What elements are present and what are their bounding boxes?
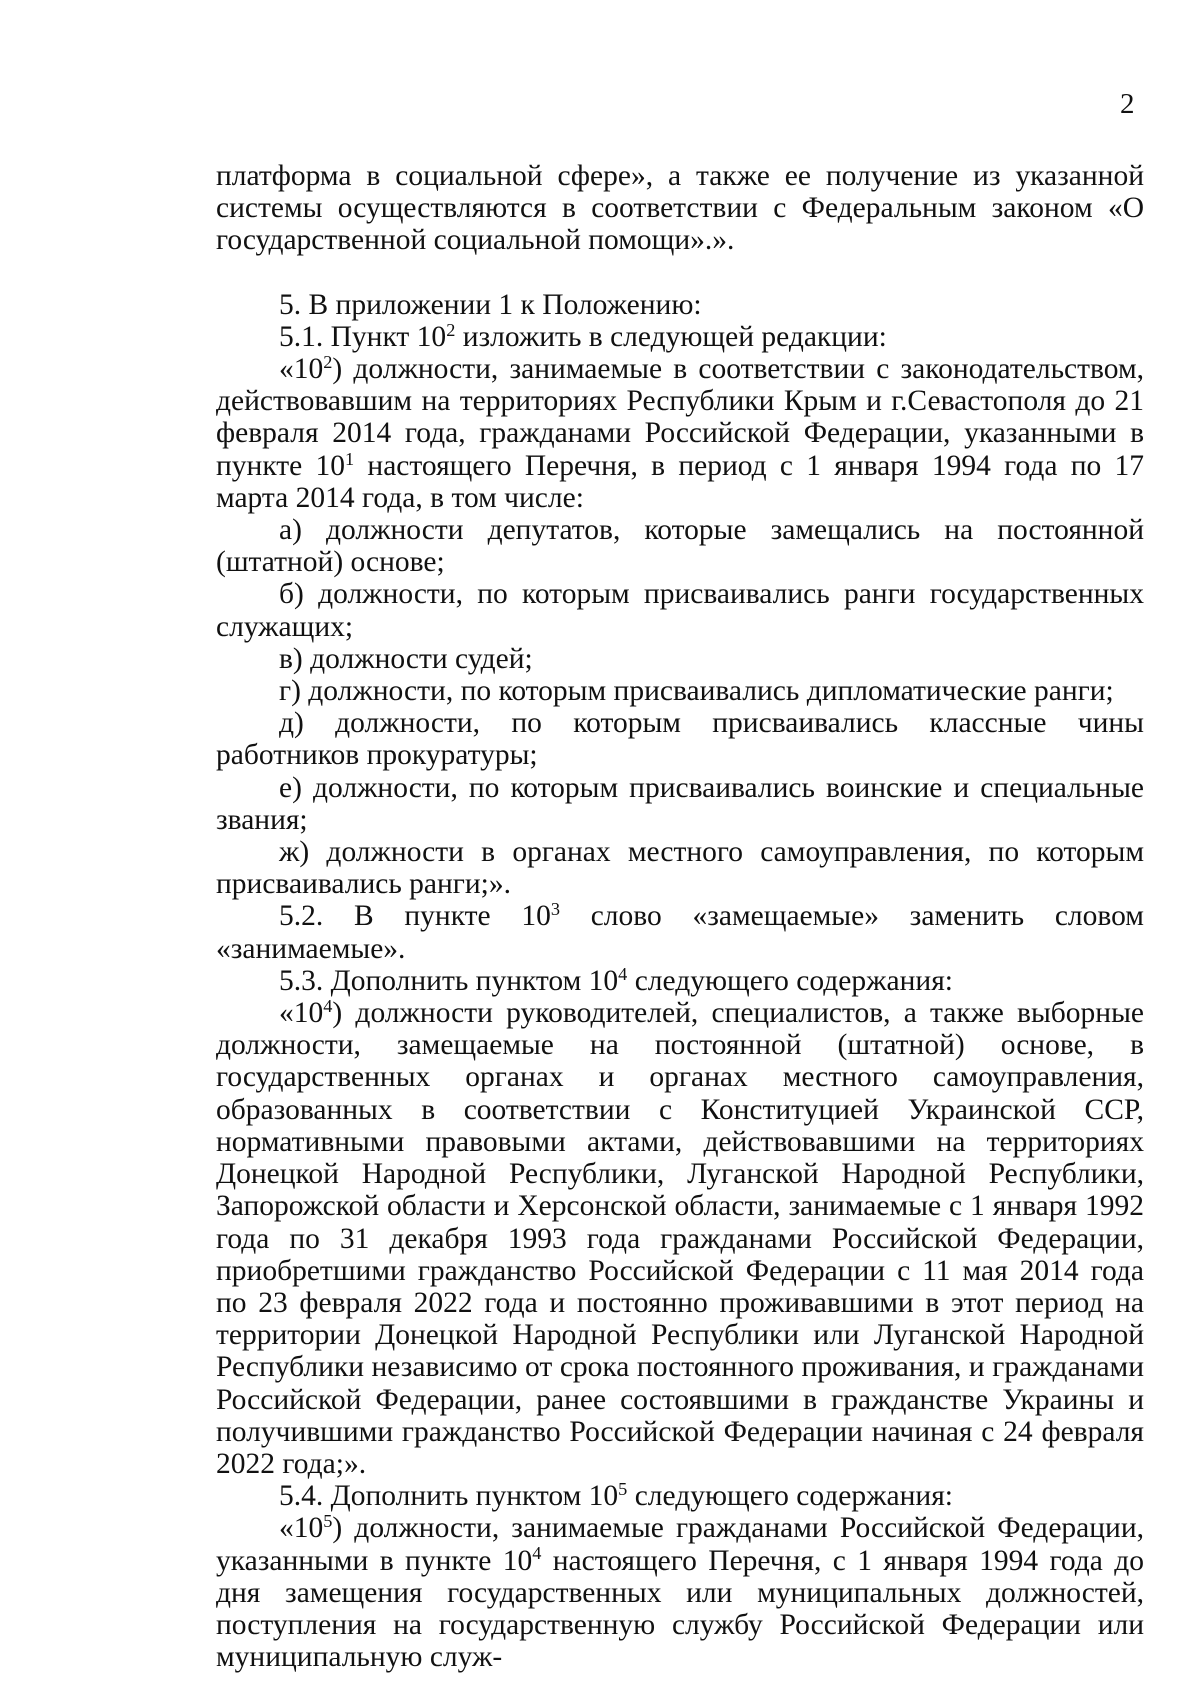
paragraph-p-5-1 [216,321,1144,353]
paragraph-p-v [216,643,1144,675]
text-run: настоящего Перечня, с 1 января 1994 года до дня замещения государственных или муниципальных должностей, поступления на государственную службу Российской Федерации или муниципальную служ- [216,1544,1145,1674]
paragraph-p-g [216,675,1144,707]
paragraph-p-zh [216,836,1144,900]
paragraph-p-e [216,772,1144,836]
text-run: ) должности руководителей, специалистов, а также выборные должности, замещаемые на постоянной (штатной) основе, в государственных органах и органах местного самоуправления, образованных в соответствии с Конституцией Украинской ССР, нормативными правовыми актами, действовавшими на территориях Донецкой Народной Республики, Луганской Народной Республики, Запорожской области и Херсонской области, занимаемые с 1 января 1992 года по 31 декабря 1993 года гражданами Российской Федерации, приобретшими гражданство Российской Федерации с 11 мая 2014 года по 23 февраля 2022 года и постоянно проживавшими в этот период на территории Донецкой Народной Республики или Луганской Народной Республики независимо от срока постоянного проживания, и гражданами Российской Федерации, ранее состоявшими в гражданстве Украины и получившими гражданство Российской Федерации начиная с 24 февраля 2022 года;». [216,997,1144,1480]
text-run: 5.3. Дополнить пунктом 10 [279,964,619,997]
text-run: «10 [279,353,324,386]
superscript: 5 [323,1511,333,1532]
superscript: 5 [618,1479,628,1500]
superscript: 4 [532,1543,542,1564]
text-run: «10 [279,1512,324,1545]
paragraph-p-10-4 [216,997,1144,1480]
text-run: 5.2. В пункте 10 [279,900,551,933]
paragraph-p-10-2 [216,353,1144,514]
text-run: слово «замещаемые» заменить словом «занимаемые». [216,900,1144,965]
paragraph-p-5 [216,289,1144,321]
paragraph-p-d [216,707,1144,771]
text-run: платформа в социальной сфере», а также ее получение из указанной системы осуществляются в соответствии с Федеральным законом «О государственной социальной помощи».». [216,160,1144,257]
superscript: 1 [345,448,355,469]
text-run: д) должности, по которым присваивались классные чины работников прокуратуры; [216,707,1144,772]
text-run: «10 [279,997,324,1030]
text-run: настоящего Перечня, в период с 1 января 1994 года по 17 марта 2014 года, в том числе: [216,449,1144,514]
text-run: ж) должности в органах местного самоуправления, по которым присваивались ранги;». [216,836,1144,901]
superscript: 2 [446,319,456,340]
paragraph-p-a [216,514,1144,578]
paragraph-p-5-4 [216,1480,1144,1512]
document-body [216,160,1144,1673]
paragraph-p-5-2 [216,900,1144,964]
page-number: 2 [1120,88,1135,120]
text-run: ) должности, занимаемые гражданами Российской Федерации, указанными в пункте 10 [216,1512,1144,1577]
paragraph-p-5-3 [216,965,1144,997]
superscript: 3 [550,899,560,920]
paragraph-p-intro [216,160,1144,257]
paragraph-p-10-5 [216,1512,1144,1673]
superscript: 2 [323,351,333,372]
text-run: 5.1. Пункт 10 [279,320,447,353]
text-run: е) должности, по которым присваивались воинские и специальные звания; [216,771,1144,836]
superscript: 4 [618,963,628,984]
text-run: а) должности депутатов, которые замещались на постоянной (штатной) основе; [216,514,1144,579]
text-run: ) должности, занимаемые в соответствии с законодательством, действовавшим на территориях Республики Крым и г.Севастополя до 21 февраля 2014 года, гражданами Российской Федерации, указанными в пункте 10 [216,353,1144,482]
text-run: следующего содержания: [627,1480,953,1513]
text-run: б) должности, по которым присваивались ранги государственных служащих; [216,578,1144,643]
text-run: изложить в следующей редакции: [455,320,887,353]
superscript: 4 [323,996,333,1017]
text-run: г) должности, по которым присваивались дипломатические ранги; [279,675,1114,708]
text-run: 5.4. Дополнить пунктом 10 [279,1480,619,1513]
text-run: следующего содержания: [627,964,953,997]
text-run: 5. В приложении 1 к Положению: [279,288,702,321]
text-run: в) должности судей; [279,642,533,675]
paragraph-p-b [216,578,1144,642]
